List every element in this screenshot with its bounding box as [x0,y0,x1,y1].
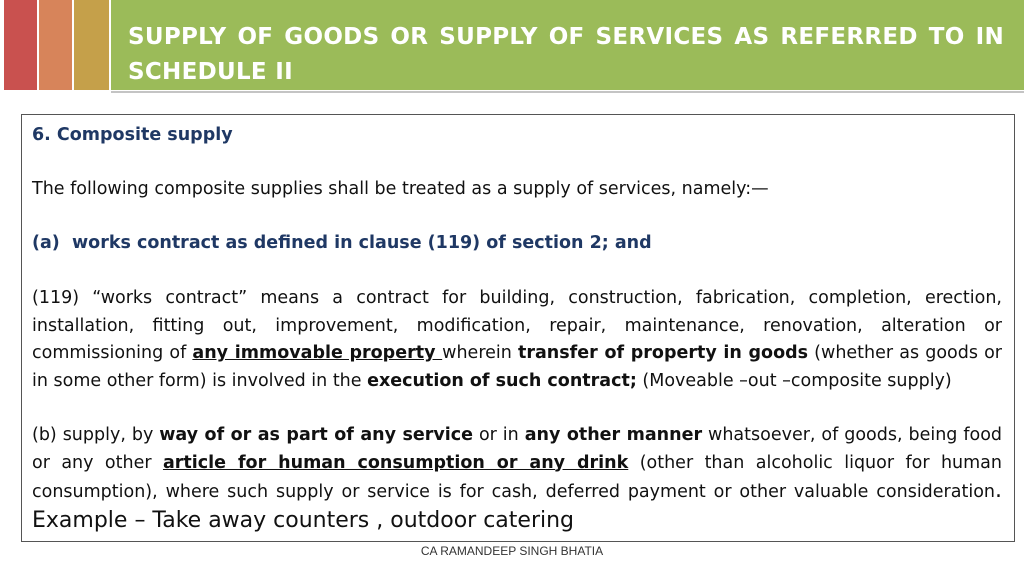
item-b-text-4: (other than alcoholic liquor for human consumption), where such supply or service is for cash, deferred payment or other valuable consideration [32,452,1002,502]
item-b-way-of-service: way of or as part of any service [159,425,474,445]
definition-immovable-property: any immovable property [192,343,443,363]
definition-execution-of-contract: execution of such contract; [367,370,637,391]
works-contract-definition [32,285,1002,395]
accent-bar-red [4,0,37,90]
item-b-human-consumption: article for human consumption or any drink [162,452,629,473]
title-divider [111,91,1024,93]
footer-author: CA RAMANDEEP SINGH BHATIA [420,544,604,558]
definition-text-2: wherein [442,343,518,363]
item-b [32,422,1002,536]
definition-text-1: (119) “works contract” means a contract for building, construction, fabrication, completion, erection, installation, fitting out, improvement, modification, repair, maintenance, renovation, alteration or commissioning of [32,288,1002,363]
item-a-text: works contract as defined in clause (119) of section 2; and [72,233,652,253]
item-a-label: (a) [32,233,60,253]
content-box [21,114,1015,542]
accent-bar-gold [74,0,109,90]
definition-text-4: (Moveable –out –composite supply) [636,370,952,391]
item-b-text-3: whatsoever, of goods, being food or any other [32,425,1003,473]
item-b-text-2: or in [473,425,525,445]
item-a [32,231,1002,255]
definition-text-3: (whether as goods or in some other form) is involved in the [32,343,1002,391]
intro-paragraph: The following composite supplies shall be treated as a supply of services, namely:— [32,179,769,199]
accent-bar-orange [39,0,72,90]
item-b-example: . Example – Take away counters , outdoor catering [32,478,1002,533]
section-heading: 6. Composite supply [32,125,233,145]
title-banner [111,0,1024,90]
item-b-other-manner: any other manner [524,425,703,445]
slide-title: SUPPLY OF GOODS OR SUPPLY OF SERVICES AS REFERRED TO IN SCHEDULE II [128,24,1004,85]
definition-transfer-of-property: transfer of property in goods [518,343,809,363]
item-b-text-1: (b) supply, by [32,425,160,445]
